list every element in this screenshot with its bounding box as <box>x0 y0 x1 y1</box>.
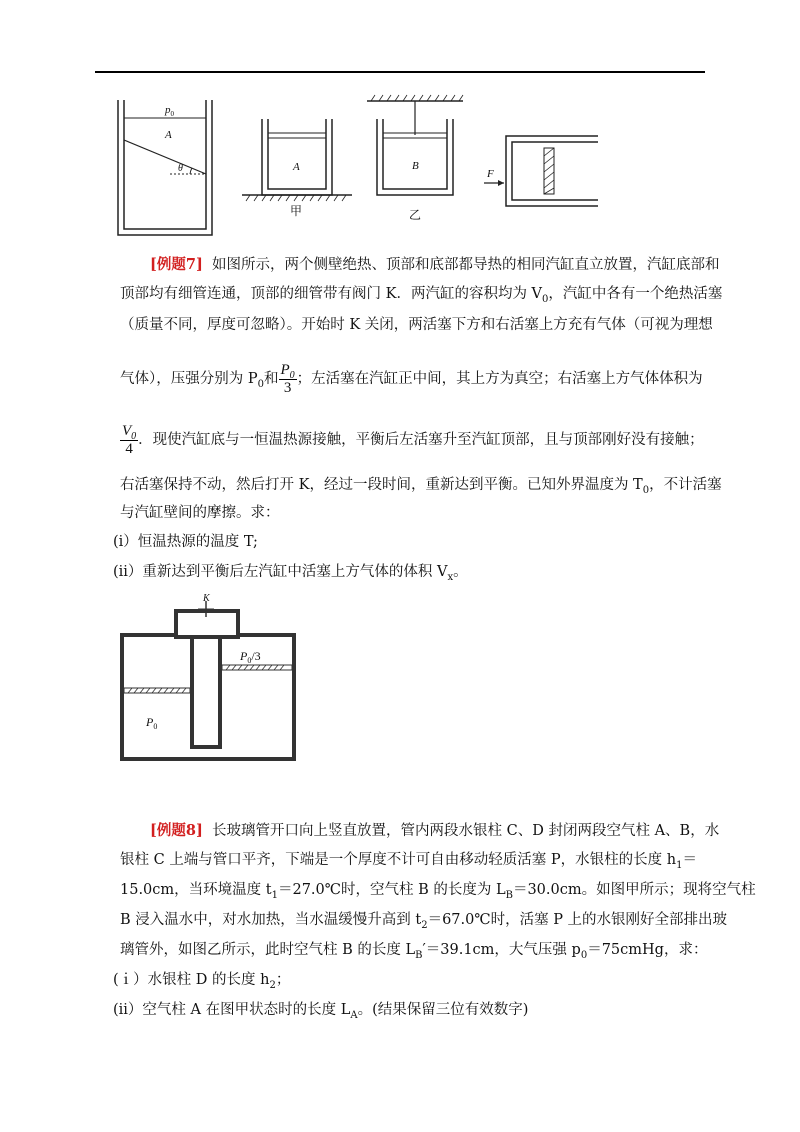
ex7-line6 <box>120 477 722 496</box>
header-rule <box>95 71 705 73</box>
frac2-den: 4 <box>125 440 133 457</box>
figure-force <box>478 128 603 218</box>
frac2-num-sub: 0 <box>131 430 137 442</box>
svg-text:P0 <box>145 715 157 731</box>
ex8-text-4a: B 浸入温水中，对水加热，当水温缓慢升高到 t <box>120 912 422 928</box>
ex8-line1 <box>150 823 719 839</box>
ex7-line7 <box>120 506 280 521</box>
fraction-v0-over-4 <box>120 423 138 458</box>
ex8-label: [例题8] <box>150 822 203 839</box>
ex8-text-3c: ＝30.0cm。如图甲所示；现将空气柱 <box>512 882 756 898</box>
ex8-sub-2: 1 <box>676 859 683 871</box>
ex8-sub-3b: B <box>505 889 513 901</box>
ex7-text-6a: 右活塞保持不动，然后打开 K，经过一段时间，重新达到平衡。已知外界温度为 T <box>120 477 643 493</box>
fraction-p0-over-3 <box>279 362 297 397</box>
ex8-q2-text: (ii）空气柱 A 在图甲状态时的长度 L <box>113 1002 351 1018</box>
ex8-sub-3a: 1 <box>271 889 278 901</box>
ex7-line1 <box>150 257 720 273</box>
frac1-den: 3 <box>283 379 292 396</box>
ex8-text-5a: 璃管外，如图乙所示，此时空气柱 B 的长度 L <box>120 942 416 958</box>
ex8-sub-5a: B <box>415 949 423 961</box>
ex8-sub-5b: 0 <box>580 949 588 961</box>
ex7-label: [例题7] <box>150 256 203 273</box>
fig-p-right-suffix: /3 <box>251 649 261 663</box>
ex8-text-2b: ＝ <box>682 852 697 868</box>
fig-jia-caption: 甲 <box>290 204 303 218</box>
ex7-line3 <box>120 318 713 333</box>
ex7-text-4b: 和 <box>264 371 279 387</box>
fig-yi-region: B <box>412 160 419 172</box>
figure-yi <box>365 95 465 225</box>
fig-valve-k: K <box>203 593 210 604</box>
fig-p0-label: p <box>165 104 171 116</box>
ex7-q1-text: (i）恒温热源的温度 T; <box>113 534 258 550</box>
ex7-line4 <box>120 361 703 397</box>
ex7-sub-2: 0 <box>542 293 549 305</box>
ex8-text-4b: ＝67.0℃时，活塞 P 上的水银刚好全部排出玻 <box>427 912 728 928</box>
ex7-text-7: 与汽缸壁间的摩擦。求： <box>120 505 280 521</box>
ex7-text-3: （质量不同，厚度可忽略）。开始时 K 关闭，两活塞下方和右活塞上方充有气体（可视为理想 <box>120 317 713 333</box>
ex8-line2 <box>120 852 697 871</box>
ex8-text-2a: 银柱 C 上端与管口平齐，下端是一个厚度不计可自由移动轻质活塞 P，水银柱的长度 h <box>120 852 677 868</box>
ex7-text-4a: 气体），压强分别为 P <box>120 371 258 387</box>
ex7-text-6b: ，不计活塞 <box>649 477 722 493</box>
ex7-sub-4: 0 <box>257 378 264 390</box>
svg-text:p0 <box>164 104 175 118</box>
figure-jia <box>240 115 355 225</box>
ex7-text-2: 顶部均有细管连通，顶部的细管带有阀门 K．两汽缸的容积均为 V <box>120 286 543 302</box>
ex8-q2-sub: A <box>350 1009 358 1021</box>
ex7-line2 <box>120 286 723 305</box>
figure-two-cylinders <box>118 595 298 765</box>
ex7-q2-sub: x <box>447 571 454 583</box>
ex7-question-2 <box>113 564 468 583</box>
ex8-text-1: 长玻璃管开口向上竖直放置，管内两段水银柱 C、D 封闭两段空气柱 A、B，水 <box>212 823 720 839</box>
ex8-q1-sub: 2 <box>269 979 276 991</box>
ex8-q1-text: (ｉ）水银柱 D 的长度 h <box>113 972 270 988</box>
fig-p-right-sub: 0 <box>247 656 252 665</box>
ex7-line5 <box>120 422 704 458</box>
fig-p-left-sub: 0 <box>153 722 158 731</box>
ex8-sub-4: 2 <box>421 919 428 931</box>
ex7-sub-6: 0 <box>642 484 650 496</box>
svg-text:P0/3 <box>239 649 261 665</box>
fig-p-left: P <box>146 715 154 729</box>
ex8-q2-tail: 。(结果保留三位有效数字) <box>357 1002 529 1018</box>
ex8-line4 <box>120 912 728 931</box>
fig-force-label: F <box>487 168 494 180</box>
frac1-num: P <box>280 361 290 378</box>
ex8-line3 <box>120 882 756 901</box>
ex7-text-2b: ，汽缸中各有一个绝热活塞 <box>548 286 723 302</box>
fig-angle-theta: θ <box>178 163 183 174</box>
fig-jia-region: A <box>293 161 300 173</box>
ex8-text-3b: ＝27.0℃时，空气柱 B 的长度为 L <box>277 882 506 898</box>
frac2-num: V <box>122 422 132 439</box>
ex8-text-5b: ′＝39.1cm，大气压强 p <box>422 942 581 958</box>
ex8-text-5c: ＝75cmHg，求： <box>587 942 708 958</box>
ex8-question-1 <box>113 972 291 991</box>
fig-region-a: A <box>165 129 172 141</box>
fig-yi-caption: 乙 <box>409 208 422 222</box>
ex8-line5 <box>120 942 708 961</box>
ex7-text-5: ．现使汽缸底与一恒温热源接触，平衡后左活塞升至汽缸顶部，且与顶部刚好没有接触； <box>138 432 704 448</box>
ex7-question-1 <box>113 535 258 550</box>
ex8-question-2 <box>113 1002 529 1021</box>
fig-p-right: P <box>240 649 248 663</box>
ex8-q1-tail: ； <box>275 972 291 988</box>
figure-tilted-piston <box>110 95 220 240</box>
ex7-text-4c: ；左活塞在汽缸正中间，其上方为真空；右活塞上方气体体积为 <box>296 371 703 387</box>
fig-p0-sub: 0 <box>170 110 174 118</box>
ex8-text-3a: 15.0cm，当环境温度 t <box>120 882 272 898</box>
ex7-q2-tail: 。 <box>453 564 468 580</box>
ex7-text-1: 如图所示，两个侧壁绝热、顶部和底部都导热的相同汽缸直立放置，汽缸底部和 <box>212 257 720 273</box>
ex7-q2-text: (ii）重新达到平衡后左汽缸中活塞上方气体的体积 V <box>113 564 448 580</box>
frac1-num-sub: 0 <box>289 369 295 381</box>
